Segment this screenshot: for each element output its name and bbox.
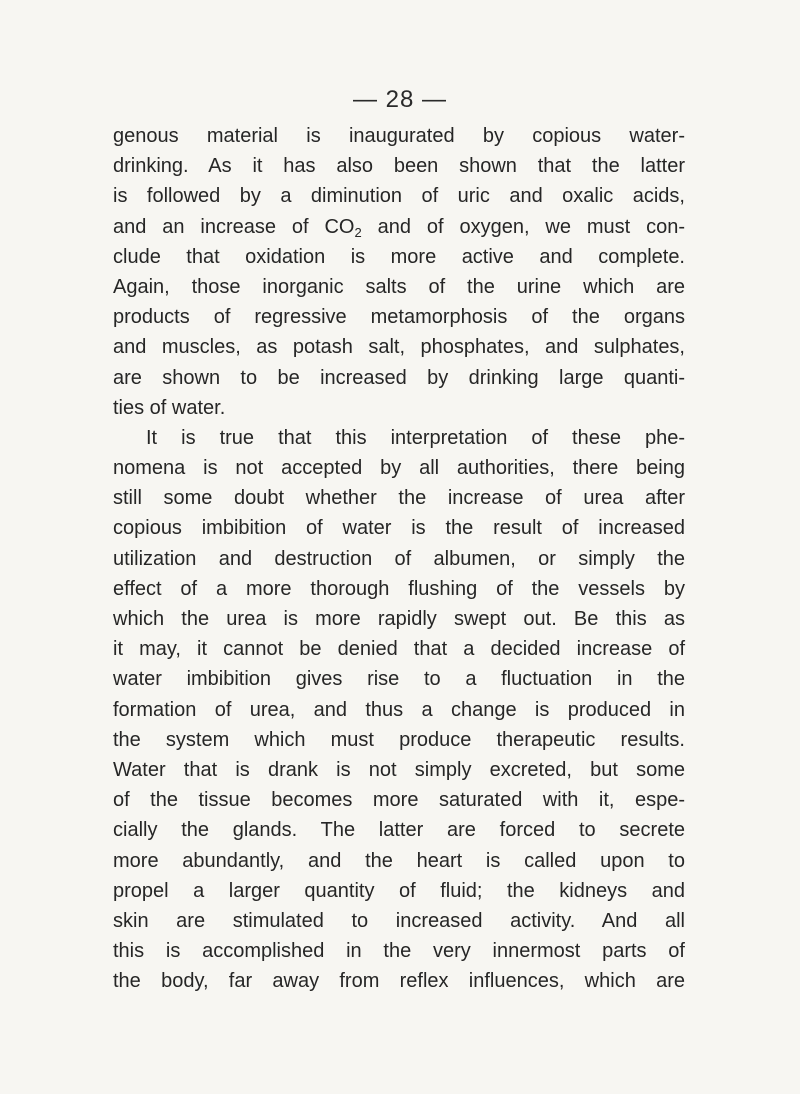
text-line: are shown to be increased by drinking large quanti-: [113, 366, 685, 389]
text-line: drinking. As it has also been shown that the latter: [113, 155, 685, 178]
line-segment: and of oxygen, we must con-: [361, 215, 686, 238]
text-line: the system which must produce therapeutic results.: [113, 728, 685, 751]
page-number: — 28 —: [352, 86, 448, 113]
text-line: Water that is drank is not simply excreted, but some: [113, 758, 685, 781]
text-line: products of regressive metamorphosis of the organs: [113, 306, 685, 329]
text-line: effect of a more thorough flushing of the vessels by: [113, 577, 685, 600]
text-line: it may, it cannot be denied that a decided increase of: [113, 638, 685, 661]
text-line: skin are stimulated to increased activity. And all: [113, 909, 685, 932]
text-line: copious imbibition of water is the result of increased: [113, 517, 685, 540]
text-line: formation of urea, and thus a change is produced in: [113, 698, 685, 721]
text-line: the body, far away from reflex influences, which are: [113, 970, 685, 993]
text-line: propel a larger quantity of fluid; the kidneys and: [113, 879, 685, 902]
subscript: 2: [354, 224, 362, 240]
text-line: this is accomplished in the very innermost parts of: [113, 940, 685, 963]
text-line: nomena is not accepted by all authorities, there being: [113, 457, 685, 480]
text-line: which the urea is more rapidly swept out. Be this as: [113, 608, 685, 630]
body-text: [113, 121, 685, 996]
text-line: utilization and destruction of albumen, or simply the: [113, 547, 685, 570]
text-line: is followed by a diminution of uric and oxalic acids,: [113, 185, 685, 208]
paragraph-end-line: ties of water.: [113, 396, 226, 419]
text-line: cially the glands. The latter are forced to secrete: [113, 819, 685, 842]
text-line: of the tissue becomes more saturated with it, espe-: [113, 789, 685, 812]
paragraph-start-line: It is true that this interpretation of these phe-: [146, 426, 685, 449]
text-line: genous material is inaugurated by copious water-: [113, 125, 685, 147]
text-line: Again, those inorganic salts of the urine which are: [113, 275, 685, 298]
text-line-with-subscript: [113, 212, 685, 242]
line-segment: and an increase of CO: [113, 215, 355, 238]
text-line: more abundantly, and the heart is called upon to: [113, 849, 685, 872]
text-line: clude that oxidation is more active and complete.: [113, 245, 685, 268]
text-line: still some doubt whether the increase of urea after: [113, 487, 685, 510]
text-line: and muscles, as potash salt, phosphates, and sulphates,: [113, 336, 685, 359]
text-line: water imbibition gives rise to a fluctuation in the: [113, 668, 685, 691]
